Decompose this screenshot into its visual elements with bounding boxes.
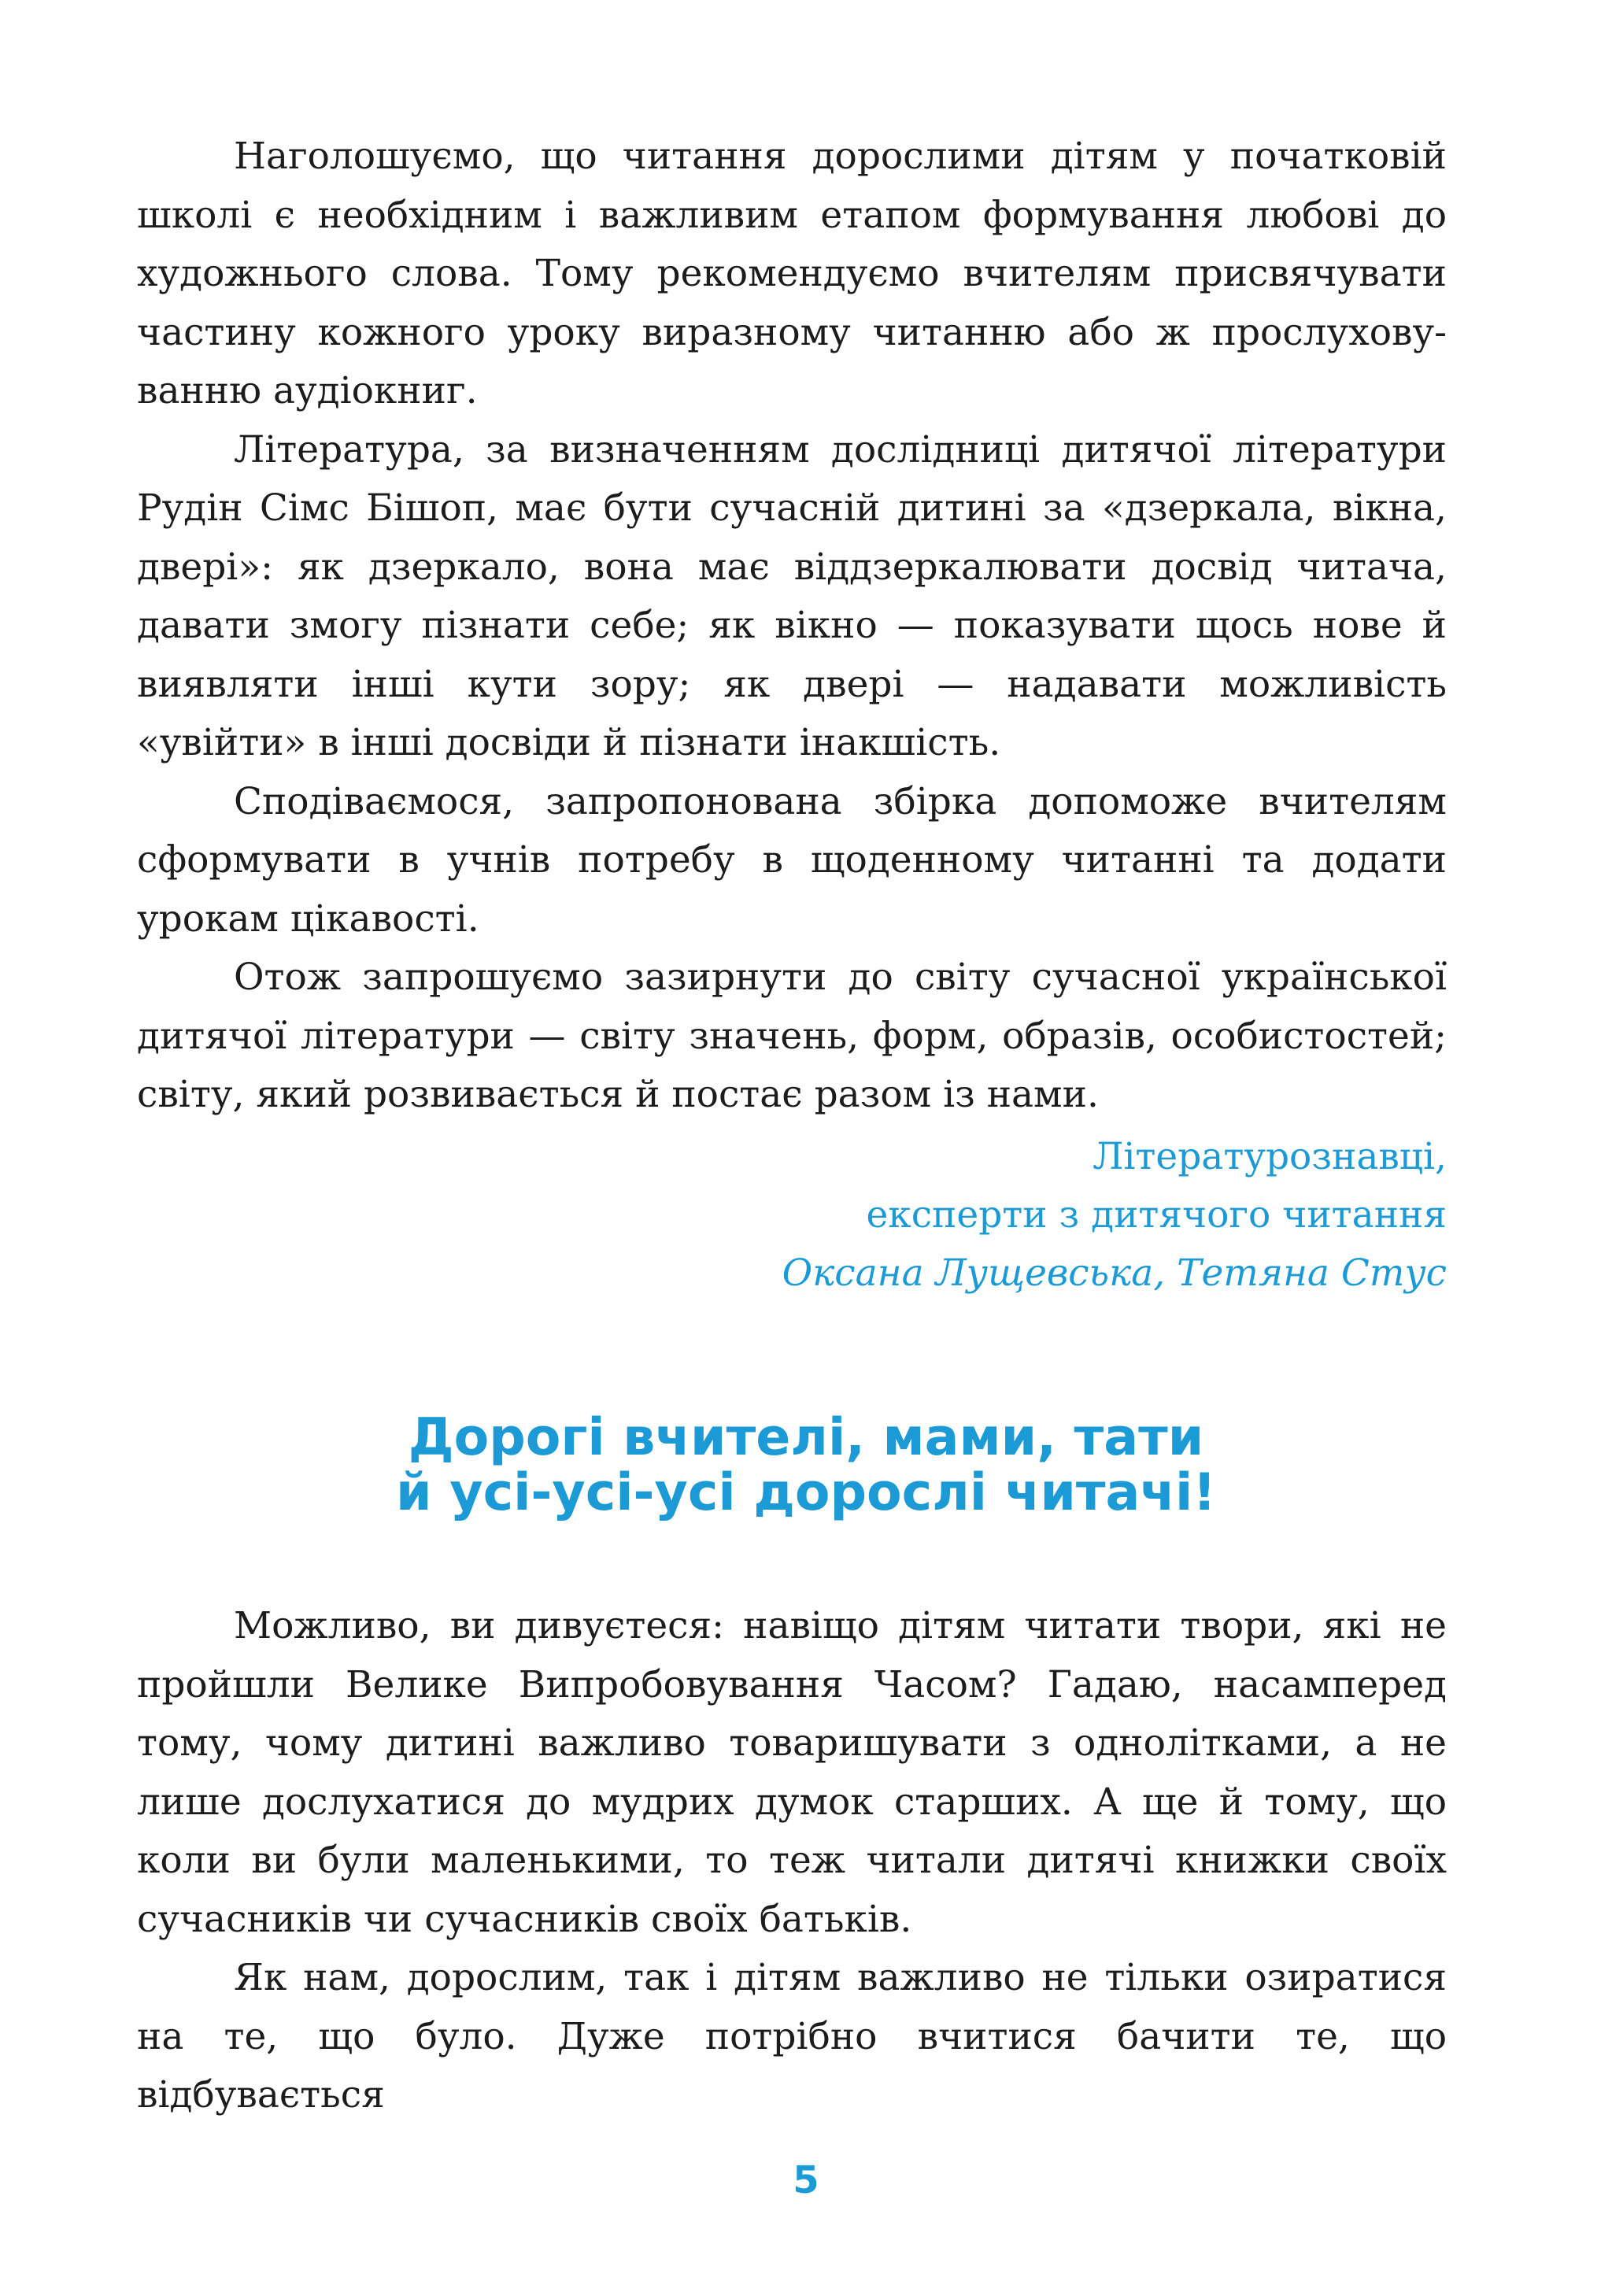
page-number: 5 [793, 2158, 819, 2202]
intro-text [137, 128, 1447, 1125]
signature-role: Літературознавці, [1093, 1135, 1447, 1178]
intro-paragraph-4: Отож запрошуємо зазирнути до світу сучасної української дитячої літератури — світу значень, форм, образів, особистостей; світу, який розвивається й постає разом із нами. [137, 956, 1447, 1116]
signature-names: Оксана Лущевська, Тетяна Стус [782, 1252, 1447, 1295]
section-heading-line-2: й усі-усі-усі дорослі читачі! [396, 1463, 1216, 1522]
letter-paragraph-1: Можливо, ви дивуєтеся: навіщо дітям читати твори, які не пройшли Велике Випробовування Часом? Гадаю, насамперед тому, чому дитині важливо товаришувати з однолітками, а не лише дослухатися до мудрих думок старших. А ще й тому, що коли ви були маленькими, то теж читали дитячі книжки своїх сучасників чи сучасників своїх батьків. [137, 1604, 1447, 1941]
signature-expertise: експерти з дитячого читання [866, 1193, 1447, 1237]
section-heading-line-1: Дорогі вчителі, мами, тати [408, 1408, 1204, 1467]
intro-paragraph-2: Література, за визначенням дослідниці дитячої літератури Рудін Сімс Бішоп, має бути сучасній дитині за «дзеркала, вікна, двері»: як дзеркало, вона має віддзеркалювати досвід читача, давати змогу пізнати себе; як вікно — показувати щось нове й виявляти інші кути зору; як двері — надавати можливість «увійти» в інші досвіди й пізнати інакшість. [137, 427, 1447, 764]
letter-paragraph-2: Як нам, дорослим, так і дітям важливо не тільки озиратися на те, що було. Дуже потрібно вчитися бачити те, що відбувається [137, 1956, 1447, 2117]
intro-paragraph-3: Сподіваємося, запропонована збірка допоможе вчителям сформувати в учнів потребу в щоденному читанні та додати урокам цікавості. [137, 779, 1447, 941]
section-heading [0, 1408, 1612, 1522]
letter-text [137, 1597, 1447, 2125]
signature [502, 1128, 1447, 1303]
intro-paragraph-1: Наголошуємо, що читання дорослими дітям у початковій школі є необхідним і важливим етапом формування любові до художнього слова. Тому рекомендуємо вчителям присвячувати частину кожного уроку виразному читанню або ж прослуховуванню аудіокниг. [137, 135, 1447, 412]
